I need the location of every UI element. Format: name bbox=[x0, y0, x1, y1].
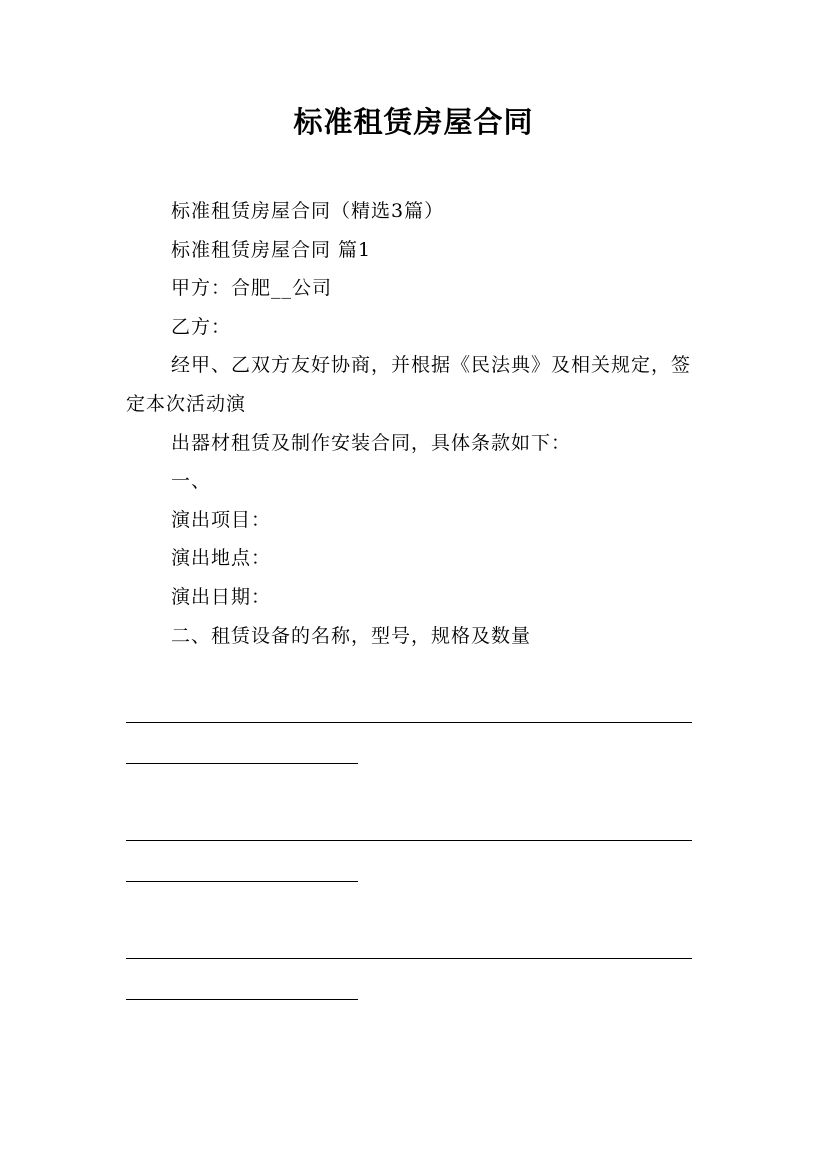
paragraph-clause-one: 一、 bbox=[171, 470, 212, 493]
fill-in-blank-group bbox=[126, 840, 692, 882]
paragraph-party-b: 乙方： bbox=[171, 315, 232, 338]
paragraph-performance-location: 演出地点： bbox=[171, 547, 272, 570]
paragraph-section-heading: 标准租赁房屋合同 篇1 bbox=[171, 238, 372, 261]
document-title: 标准租赁房屋合同 bbox=[293, 105, 534, 139]
fill-in-blank-line bbox=[126, 958, 692, 959]
fill-in-blank-group bbox=[126, 958, 692, 1000]
paragraph-performance-date: 演出日期： bbox=[171, 585, 272, 608]
paragraph-performance-item: 演出项目： bbox=[171, 508, 272, 531]
fill-in-blank-line bbox=[126, 763, 358, 764]
fill-in-blank-line bbox=[126, 999, 358, 1000]
fill-in-blank-line bbox=[126, 881, 358, 882]
paragraph-clause-two: 二、租赁设备的名称，型号，规格及数量 bbox=[171, 624, 532, 647]
fill-in-blank-line bbox=[126, 840, 692, 841]
paragraph-subtitle: 标准租赁房屋合同（精选3篇） bbox=[171, 200, 445, 222]
paragraph-contract-scope: 出器材租赁及制作安装合同，具体条款如下： bbox=[171, 431, 572, 454]
paragraph-agreement-intro: 经甲、乙双方友好协商，并根据《民法典》及相关规定，签定本次活动演 bbox=[126, 354, 692, 415]
fill-in-blank-line bbox=[126, 722, 692, 723]
paragraph-party-a: 甲方：合肥__公司 bbox=[171, 277, 333, 300]
fill-in-blank-group bbox=[126, 722, 692, 764]
document-body bbox=[126, 192, 706, 655]
